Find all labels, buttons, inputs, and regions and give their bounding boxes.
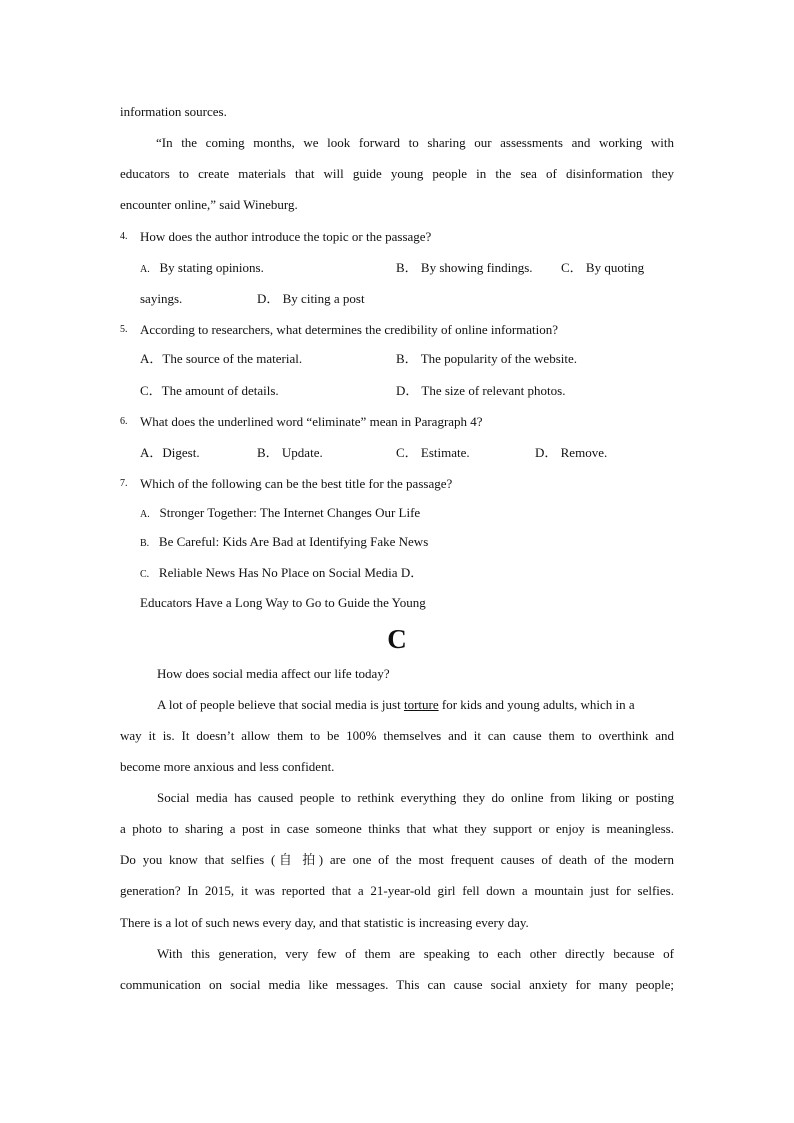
question-text: Which of the following can be the best title for the passage? bbox=[140, 476, 453, 491]
option-letter: D． bbox=[396, 383, 419, 398]
option-d: Educators Have a Long Way to Go to Guide the Young bbox=[140, 595, 426, 610]
option-letter: A． bbox=[140, 351, 163, 366]
underlined-word: torture bbox=[403, 697, 439, 712]
option-d bbox=[257, 291, 365, 307]
passage-line: Do you know that selfies (自 拍) are one of the most frequent causes of death of the modern bbox=[120, 852, 674, 867]
passage-line: There is a lot of such news every day, and that statistic is increasing every day. bbox=[120, 915, 529, 930]
option-d bbox=[535, 445, 607, 461]
question-text: According to researchers, what determines the credibility of online information? bbox=[140, 322, 559, 337]
option-text: By citing a post bbox=[282, 291, 365, 306]
option-text: By showing findings. bbox=[420, 260, 533, 275]
option-letter: B． bbox=[396, 351, 418, 366]
passage-line: a photo to sharing a post in case someone thinks that what they support or enjoy is meaningless. bbox=[120, 821, 674, 836]
question-text: How does the author introduce the topic or the passage? bbox=[140, 229, 432, 244]
option-a bbox=[140, 505, 420, 523]
option-text: Update. bbox=[281, 445, 323, 460]
option-b bbox=[257, 445, 323, 461]
passage-heading: C bbox=[387, 624, 407, 654]
option-letter: C． bbox=[140, 383, 162, 398]
option-text: The size of relevant photos. bbox=[421, 383, 566, 398]
question-number: 4. bbox=[120, 231, 128, 242]
passage-line bbox=[157, 697, 635, 713]
option-b bbox=[140, 534, 428, 552]
option-d bbox=[396, 383, 565, 399]
passage-line: educators to create materials that will guide young people in the sea of disinformation they bbox=[120, 166, 674, 181]
passage-line: communication on social media like messages. This can cause social anxiety for many people; bbox=[120, 977, 674, 992]
passage-line: generation? In 2015, it was reported that a 21-year-old girl fell down a mountain just for selfies. bbox=[120, 883, 674, 898]
option-letter: A. bbox=[140, 509, 150, 520]
passage-line: way it is. It doesn’t allow them to be 100% themselves and it can cause them to overthink and bbox=[120, 728, 674, 743]
option-text: Estimate. bbox=[420, 445, 470, 460]
option-b bbox=[396, 351, 577, 367]
option-text: Digest. bbox=[162, 445, 200, 460]
question-text: What does the underlined word “eliminate” mean in Paragraph 4? bbox=[140, 414, 483, 429]
option-c bbox=[561, 260, 644, 276]
option-text: The amount of details. bbox=[161, 383, 279, 398]
passage-line: “In the coming months, we look forward to sharing our assessments and working with bbox=[156, 135, 674, 150]
option-c bbox=[140, 383, 279, 399]
option-a bbox=[140, 260, 264, 278]
option-text: Reliable News Has No Place on Social Media bbox=[158, 565, 398, 580]
question-number: 6. bbox=[120, 416, 128, 427]
text-run: for kids and young adults, which in a bbox=[438, 697, 635, 712]
option-a bbox=[140, 351, 302, 367]
option-letter: A. bbox=[140, 264, 150, 275]
option-letter: B． bbox=[257, 445, 279, 460]
option-letter: D． bbox=[535, 445, 558, 460]
option-text: The popularity of the website. bbox=[420, 351, 578, 366]
text-run: A lot of people believe that social media is just bbox=[157, 697, 404, 712]
question-number: 7. bbox=[120, 478, 128, 489]
passage-line: become more anxious and less confident. bbox=[120, 759, 335, 774]
option-text: By stating opinions. bbox=[159, 260, 264, 275]
passage-line: With this generation, very few of them are speaking to each other directly because of bbox=[157, 946, 674, 961]
option-text: By quoting bbox=[585, 260, 645, 275]
option-text: The source of the material. bbox=[162, 351, 303, 366]
option-a bbox=[140, 445, 200, 461]
option-text: Stronger Together: The Internet Changes Our Life bbox=[159, 505, 421, 520]
option-letter: A． bbox=[140, 445, 163, 460]
passage-line: information sources. bbox=[120, 104, 227, 119]
option-c bbox=[140, 565, 423, 583]
option-letter: B． bbox=[396, 260, 418, 275]
passage-line: encounter online,” said Wineburg. bbox=[120, 197, 298, 212]
passage-title-line: How does social media affect our life today? bbox=[157, 666, 390, 681]
option-c-continued: sayings. bbox=[140, 291, 183, 306]
question-number: 5. bbox=[120, 324, 128, 335]
option-letter: C. bbox=[140, 569, 150, 580]
option-letter: D． bbox=[400, 565, 424, 580]
option-text: Remove. bbox=[560, 445, 608, 460]
option-letter: C． bbox=[396, 445, 418, 460]
passage-line: Social media has caused people to rethink everything they do online from liking or posting bbox=[157, 790, 674, 805]
option-b bbox=[396, 260, 533, 276]
option-letter: B. bbox=[140, 538, 150, 549]
option-text: Be Careful: Kids Are Bad at Identifying Fake News bbox=[158, 534, 429, 549]
option-c bbox=[396, 445, 470, 461]
option-letter: D． bbox=[257, 291, 280, 306]
option-letter: C． bbox=[561, 260, 583, 275]
